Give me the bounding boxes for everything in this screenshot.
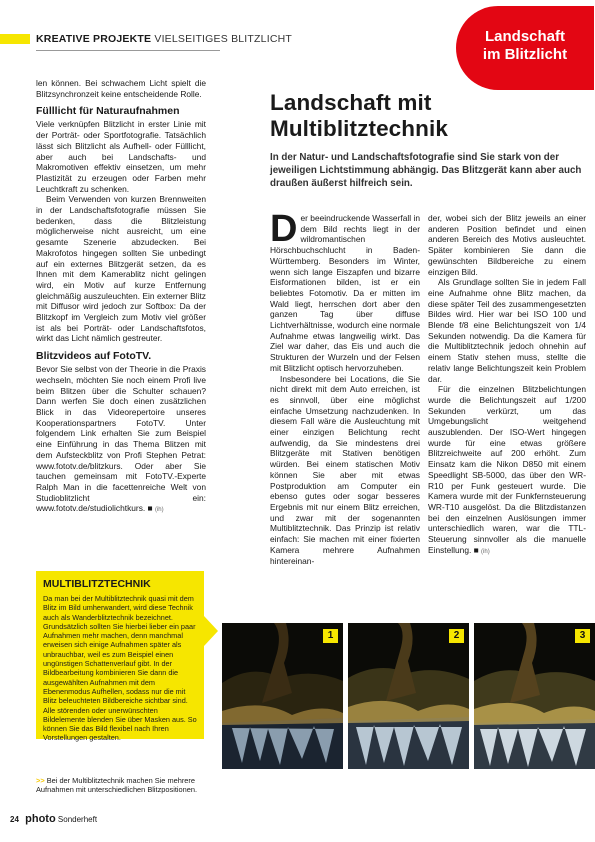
- info-box-multiblitz: [36, 571, 204, 743]
- photo-1: [222, 623, 343, 769]
- article-title: [270, 90, 590, 142]
- waterfall-photo-2: [348, 623, 469, 769]
- article-lead: In der Natur- und Landschaftsfotografie sind Sie stark von der jeweiligen Lichtstimmung abhängig. Das Blitzgerät kann aber auch draußen äußerst hilfreich sein.: [270, 152, 582, 189]
- header-accent-bar: [0, 34, 30, 44]
- left-intro: len können. Bei schwachem Licht spielt die Blitzsynchronzeit keine entscheidende Rolle.: [36, 78, 206, 99]
- left-paragraph-2: Beim Verwenden von kurzen Brennweiten in der Landschaftsfotografie müssen Sie bedenken, dass die Blitzleistung möglicherweise nicht ausreicht, um eine gesamte Szenerie abzudecken. Bei Makrofotos hingegen sollten Sie unbedingt auf ein externes Blitzgerät setzen, da es Ihnen mit dem Kamerablitz nicht gelingen wird, ein Motiv auf kurze Entfernung gleichmäßig auszuleuchten. Ein externer Blitz mit Diffusor wird jedoch zur Softbox: Da der Blitzkopf im Vergleich zum Motiv viel größer ist als bei Porträt- oder Landschaftsfotos, wirkt das Licht nämlich gestreuter.: [36, 194, 206, 344]
- waterfall-photo-3: [474, 623, 595, 769]
- right-column: [428, 213, 586, 558]
- drop-cap: D: [270, 208, 298, 250]
- info-box-text: Da man bei der Multiblitztechnik quasi mit dem Blitz im Bild umherwandert, wird diese Technik auch als Wanderblitztechnik bezeichnet. Grundsätzlich sollten Sie hierbei lieber ein paar Aufnahmen mehr machen, denn manchmal erweisen sich einige Aufnahmen später als unbrauchbar, weil es zum Beispiel einen ungünstigen Schattenverlauf gibt. In der Bildbearbeitung kombinieren Sie dann die ausgewählten Aufnahmen mit dem Ebenenmodus Aufhellen, sodass nur die mit Blitz beleuchteten Bildbereiche sichtbar sind. Alle störenden oder unerwünschten Bildelemente blenden Sie über Masken aus. So können Sie das Bild flexibel nach Ihren Vorstellungen gestalten.: [43, 594, 197, 743]
- page-number: 24: [10, 815, 19, 824]
- mid-paragraph-1-text: er beeindruckende Wasserfall in dem Bild rechts liegt in der wildromantischen Hörschbuchschlucht in Baden-Württemberg. Besonders im Winter, wenn sich lange Eiszapfen und bizarre Eisformationen bilden, ist er ein beliebtes Fotomotiv. Da er mitten im Wald liegt, herrschen dort aber den ganzen Tag über diffuse Lichtverhältnisse, wodurch eine normale Aufnahme etwas langweilig wirkt. Das Ziel war daher, das Eis und auch die Strukturen der Wurzeln und der Felsen mit Blitzlicht optisch hervorzuheben.: [270, 213, 420, 373]
- title-line-2: Multiblitztechnik: [270, 116, 448, 141]
- caption-text: Bei der Multiblitztechnik machen Sie mehrere Aufnahmen mit unterschiedlichen Blitzpositionen.: [36, 776, 198, 795]
- badge-line-1: Landschaft: [484, 28, 565, 45]
- mid-paragraph-1: [270, 208, 420, 374]
- photo-3: [474, 623, 595, 769]
- heading-blitzvideos: Blitzvideos auf FotoTV.: [36, 350, 152, 363]
- photo-2: [348, 623, 469, 769]
- left-endmark: (ih): [154, 507, 164, 514]
- left-paragraph-3-text: Bevor Sie selbst von der Theorie in die Praxis wechseln, möchten Sie noch einem Profi live beim Blitzen über die Schulter schauen? Dann werfen Sie doch einen zusätzlichen Blick in das Videorepertoire unseres Kooperationspartners FotoTV. Unter folgendem Link erhalten Sie zum Beispiel eine Einführung in das Thema Blitzen mit dem Aufsteckblitz von Profi Stephen Petrat: www.fototv.de/blitzkurs. Oder aber Sie tauchen gemeinsam mit FotoTV.-Experte Ralph Man in die facettenreiche Welt von Studioblitzlicht ein: www.fototv.de/studiolichtkurs.: [36, 364, 206, 514]
- caption-marker: >>: [36, 776, 45, 785]
- right-paragraph-2: Als Grundlage sollten Sie in jedem Fall eine Aufnahme ohne Blitz machen, da diese später Teil des zusammengesetzten Bildes wird. Hier war bei ISO 100 und Blende f/8 eine Belichtungszeit von 1/4 Sekunden notwendig. Da die Kamera für die Multiblitztechnik jedoch ohnehin auf einem Stativ stehen muss, stellte die relativ lange Belichtungszeit kein Problem dar.: [428, 277, 586, 384]
- middle-column: [270, 208, 420, 566]
- photo-caption: [36, 776, 206, 795]
- section-subtitle: VIELSEITIGES BLITZLICHT: [154, 33, 292, 45]
- section-title: KREATIVE PROJEKTE: [36, 33, 152, 45]
- right-paragraph-3-text: Für die einzelnen Blitzbelichtungen wurde die Belichtungszeit auf 1/200 Sekunden verkürzt, um das Umgebungslicht weitgehend auszublenden. Der ISO-Wert hingegen wurde für eine etwas größere Blitzreichweite auf 200 erhöht. Zum Einsatz kam die Nikon D850 mit einem Speedlight SB-5000, das über den WR-R10 per Funk gesteuert wurde. Die Kamera wurde mit der Funkfernsteuerung WR-T10 ausgelöst. Da die Blitzdistanzen bei den einzelnen Auslösungen immer unterschiedlich waren, war die TTL-Steuerung sinnvoller als die manuelle Einstellung.: [428, 384, 586, 555]
- badge-line-2: im Blitzlicht: [482, 46, 568, 63]
- heading-fuelllicht: Fülllicht für Naturaufnahmen: [36, 105, 180, 118]
- magazine-logo: photo: [25, 813, 56, 825]
- section-header: [36, 33, 292, 45]
- photo-1-label: 1: [323, 629, 338, 643]
- right-paragraph-1: der, wobei sich der Blitz jeweils an einer anderen Position befindet und einen anderen Bereich des Motivs ausleuchtet. Später kombinieren Sie dann die gewünschten Bildbereiche zu einem einzigen Bild.: [428, 213, 586, 277]
- photo-2-label: 2: [449, 629, 464, 643]
- info-box-pointer: [204, 616, 218, 646]
- header-rule: [36, 50, 220, 51]
- info-box-title: MULTIBLITZTECHNIK: [43, 578, 151, 590]
- title-line-1: Landschaft mit: [270, 90, 432, 115]
- waterfall-photo-1: [222, 623, 343, 769]
- edition-label: Sonderheft: [57, 815, 98, 824]
- left-column: [36, 78, 206, 516]
- topic-badge: [456, 6, 594, 90]
- right-endmark: (ih): [481, 548, 490, 555]
- photo-3-label: 3: [575, 629, 590, 643]
- left-paragraph-1: Viele verknüpfen Blitzlicht in erster Linie mit der Porträt- oder Sportfotografie. Tatsächlich lässt sich Blitzlicht als Aufhell- oder Fülllicht, aber auch bei Landschafts- und Makromotiven effektiv einsetzen, um mehr Plastizität zu erzeugen oder Farben mehr Leuchtkraft zu schenken.: [36, 119, 206, 194]
- left-paragraph-3: Bevor Sie selbst von der Theorie in die Praxis wechseln, möchten Sie noch einem Profi live beim Blitzen über die Schulter schauen? Dann werfen Sie doch einen zusätzlichen Blick in das Videorepertoire unseres Kooperationspartners FotoTV. Unter folgendem Link erhalten Sie zum Beispiel eine Einführung in das Thema Blitzen mit dem Aufsteckblitz von Profi Stephen Petrat: www.fototv.de/blitzkurs. Oder aber Sie tauchen gemeinsam mit FotoTV.-Experte Ralph Man in die facettenreiche Welt von Studioblitzlicht ein: www.fototv.de/studiolichtkurs. ■ (ih): [36, 364, 206, 514]
- right-paragraph-3: Für die einzelnen Blitzbelichtungen wurde die Belichtungszeit auf 1/200 Sekunden verkürzt, um das Umgebungslicht weitgehend auszublenden. Der ISO-Wert hingegen wurde für eine etwas größere Blitzreichweite auf 200 erhöht. Zum Einsatz kam die Nikon D850 mit einem Speedlight SB-5000, das über den WR-R10 per Funk gesteuert wurde. Die Kamera wurde mit der Funkfernsteuerung WR-T10 ausgelöst. Da die Blitzdistanzen bei den einzelnen Auslösungen immer unterschiedlich waren, war die TTL-Steuerung sinnvoller als die manuelle Einstellung. ■ (ih): [428, 384, 586, 555]
- page-footer: [10, 813, 97, 825]
- mid-paragraph-2: Insbesondere bei Locations, die Sie nicht direkt mit dem Auto erreichen, ist es sinnvoll, über eine möglichst einfache Umsetzung nachzudenken. In diesem Fall wäre die Ausleuchtung mit einer einzigen Belichtung recht aufwendig, da Sie mindestens drei Blitzgeräte mit Stativen benötigen würden. Bei einem statischen Motiv können Sie aber mit etwas Postproduktion am Computer ein ebenso gutes oder sogar besseres Ergebnis mit nur einem Blitz erreichen, und zwar mit der sogenannten Multiblitztechnik. Das Prinzip ist relativ einfach: Sie machen mit einer fixierten Kamera mehrere Aufnahmen hintereinan-: [270, 373, 420, 566]
